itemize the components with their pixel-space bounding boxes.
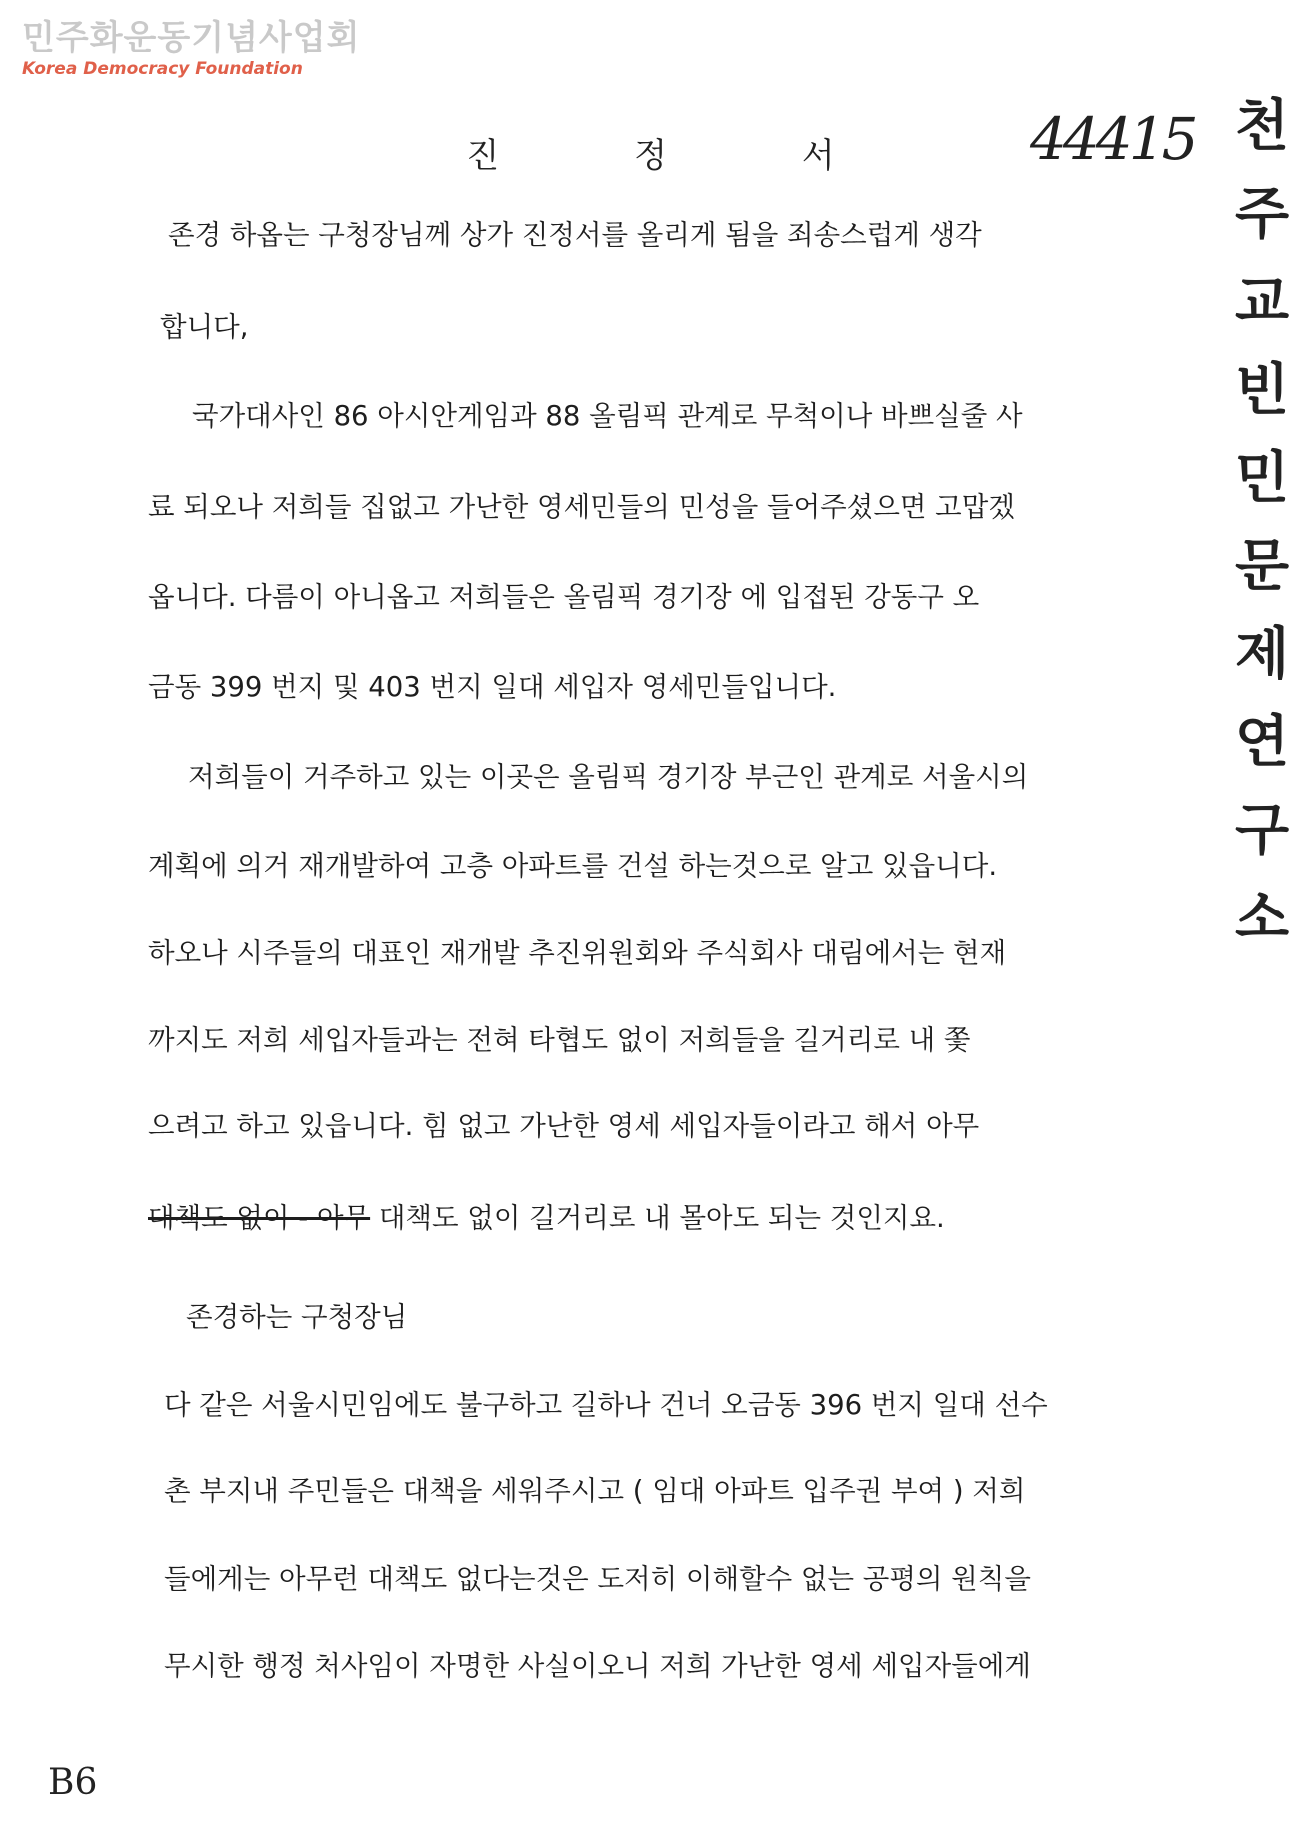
body-line-4: 료 되오나 저희들 집없고 가난한 영세민들의 민성을 들어주셨으면 고맙겠 <box>148 491 1015 523</box>
body-line-12 <box>148 1195 945 1235</box>
body-line-1: 존경 하옵는 구청장님께 상가 진정서를 올리게 됨을 죄송스럽게 생각 <box>168 219 982 251</box>
body-line-15: 촌 부지내 주민들은 대책을 세워주시고 ( 임대 아파트 입주권 부여 ) 저희 <box>164 1475 1026 1507</box>
body-line-6: 금동 399 번지 및 403 번지 일대 세입자 영세민들입니다. <box>148 671 837 703</box>
stamp-char: 민 <box>1234 445 1290 511</box>
body-line-11: 으려고 하고 있읍니다. 힘 없고 가난한 영세 세입자들이라고 해서 아무 <box>148 1110 980 1142</box>
page-number: B6 <box>48 1762 98 1803</box>
watermark <box>22 18 360 80</box>
body-line-14: 다 같은 서울시민임에도 불구하고 길하나 건너 오금동 396 번지 일대 선수 <box>164 1389 1048 1421</box>
stamp-char: 천 <box>1234 93 1290 159</box>
stamp-char: 교 <box>1234 269 1290 335</box>
body-line-13: 존경하는 구청장님 <box>186 1301 408 1333</box>
stamp-char: 주 <box>1234 181 1290 247</box>
body-line-7: 저희들이 거주하고 있는 이곳은 올림픽 경기장 부근인 관계로 서울시의 <box>188 761 1029 793</box>
stamp-char: 빈 <box>1234 357 1290 423</box>
stamp-char: 문 <box>1234 533 1290 599</box>
document-title: 진 정 서 <box>466 136 897 176</box>
body-line-16: 들에게는 아무런 대책도 없다는것은 도저히 이해할수 없는 공평의 원칙을 <box>164 1563 1031 1595</box>
body-line-10: 까지도 저희 세입자들과는 전혀 타협도 없이 저희들을 길거리로 내 쫓 <box>148 1024 971 1056</box>
stamp-char: 구 <box>1234 797 1290 863</box>
body-line-5: 옵니다. 다름이 아니옵고 저희들은 올림픽 경기장 에 입접된 강동구 오 <box>148 581 980 613</box>
body-line-9: 하오나 시주들의 대표인 재개발 추진위원회와 주식회사 대림에서는 현재 <box>148 937 1007 969</box>
body-line-3: 국가대사인 86 아시안게임과 88 올림픽 관계로 무척이나 바쁘실줄 사 <box>192 400 1023 432</box>
stamp-char: 연 <box>1234 709 1290 775</box>
body-line-8: 계획에 의거 재개발하여 고층 아파트를 건설 하는것으로 알고 있읍니다. <box>148 850 998 882</box>
body-line-2: 합니다, <box>160 311 249 343</box>
watermark-english: Korea Democracy Foundation <box>22 59 303 79</box>
watermark-korean: 민주화운동기념사업회 <box>22 18 361 58</box>
document-number: 44415 <box>1030 105 1195 173</box>
body-line-17: 무시한 행정 처사임이 자명한 사실이오니 저희 가난한 영세 세입자들에게 <box>164 1650 1031 1682</box>
stamp-char: 제 <box>1234 621 1290 687</box>
side-stamp <box>1228 82 1296 962</box>
struck-text: 대책도 없이 - 아무 <box>148 1202 371 1234</box>
body-line-12-text: 대책도 없이 길거리로 내 몰아도 되는 것인지요. <box>378 1202 945 1234</box>
stamp-char: 소 <box>1234 885 1290 951</box>
